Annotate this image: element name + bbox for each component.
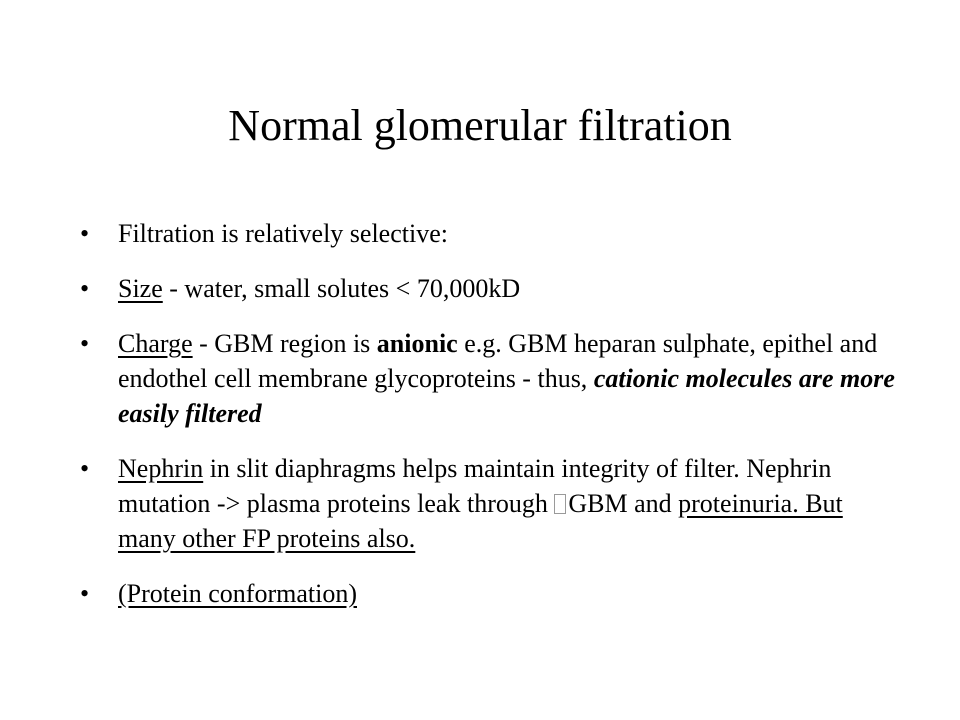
bullet-underlined-term: Charge [118, 329, 193, 358]
bullet-text: - GBM region is [192, 329, 377, 358]
bullet-text: e.g. GBM heparan sulphate, epithel and endothel cell membrane glycoproteins - thus, [118, 329, 878, 393]
bullet-marker: • [80, 579, 90, 608]
bullet-marker: • [80, 329, 90, 358]
bullet-marker: • [80, 454, 90, 483]
bullet-text: in slit diaphragms helps maintain integrity of filter. Nephrin mutation -> plasma proteins leak through [118, 454, 832, 518]
bullet-list [80, 216, 900, 631]
bullet-text: - water, small solutes < 70,000kD [162, 274, 521, 303]
slide-title: Normal glomerular filtration [228, 101, 732, 150]
bullet-item-1 [80, 216, 900, 251]
bullet-marker: • [80, 274, 90, 303]
bullet-marker: • [80, 219, 90, 248]
bullet-underlined-term: Size [118, 274, 163, 303]
bullet-bold-term: anionic [376, 329, 458, 358]
bullet-text: GBM and [568, 489, 679, 518]
bullet-item-2 [80, 271, 900, 306]
bullet-item-5 [80, 576, 900, 611]
bullet-underlined-text: proteinuria. But many other FP proteins also. [118, 489, 843, 553]
missing-glyph-icon [554, 494, 566, 514]
bullet-underlined-term: Nephrin [118, 454, 204, 483]
bullet-bold-italic-text: cationic molecules are more easily filtered [118, 364, 895, 428]
bullet-text: Filtration is relatively selective: [118, 219, 448, 248]
bullet-underlined-term: (Protein conformation) [118, 579, 357, 608]
bullet-item-3 [80, 326, 900, 431]
bullet-item-4 [80, 451, 900, 556]
